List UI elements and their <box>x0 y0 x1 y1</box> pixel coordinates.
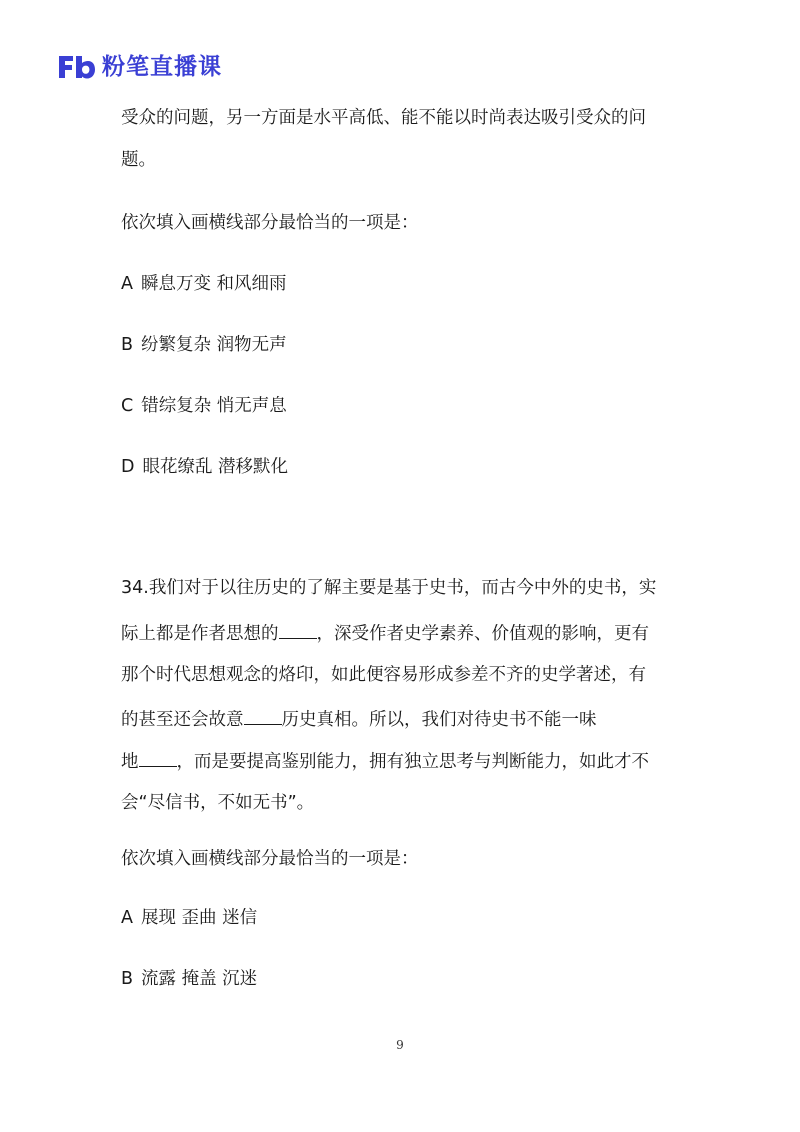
option-text: 眼花缭乱 潜移默化 <box>142 457 289 477</box>
option-a <box>121 272 287 296</box>
option-text: 展现 歪曲 迷信 <box>140 908 258 928</box>
text-segment: 际上都是作者思想的 <box>121 624 279 644</box>
option-letter: A <box>121 908 133 928</box>
fb-logo-icon <box>56 52 96 82</box>
text-segment: 历史真相。所以，我们对待史书不能一味 <box>281 710 597 730</box>
question-prompt: 依次填入画横线部分最恰当的一项是： <box>121 213 419 233</box>
option-d <box>121 455 288 479</box>
question-prompt: 依次填入画横线部分最恰当的一项是： <box>121 849 419 869</box>
fill-blank <box>244 706 282 725</box>
question-34-line: 会“尽信书，不如无书”。 <box>121 793 315 813</box>
option-a <box>121 906 257 930</box>
fill-blank <box>279 620 317 639</box>
question-34-line <box>121 706 597 732</box>
question-34-line <box>121 620 649 646</box>
brand-name: 粉笔直播课 <box>102 54 222 80</box>
option-c <box>121 394 287 418</box>
option-text: 瞬息万变 和风细雨 <box>140 274 287 294</box>
option-text: 错综复杂 悄无声息 <box>141 396 287 416</box>
option-text: 流露 掩盖 沉迷 <box>141 969 258 989</box>
question-34-line: 那个时代思想观念的烙印，如此便容易形成参差不齐的史学著述，有 <box>121 665 646 685</box>
text-segment: ，而是要提高鉴别能力，拥有独立思考与判断能力，如此才不 <box>176 752 649 772</box>
paragraph-line: 受众的问题，另一方面是水平高低、能不能以时尚表达吸引受众的问 <box>121 108 646 128</box>
text-segment: 地 <box>121 752 139 772</box>
paragraph-line: 题。 <box>121 150 156 170</box>
question-34-line <box>121 748 649 774</box>
option-b <box>121 967 257 991</box>
text-segment: 的甚至还会故意 <box>121 710 244 730</box>
option-letter: B <box>121 335 134 355</box>
text-segment: ，深受作者史学素养、价值观的影响，更有 <box>316 624 649 644</box>
option-letter: A <box>121 274 133 294</box>
option-b <box>121 333 287 357</box>
page-number: 9 <box>396 1038 404 1052</box>
header <box>56 50 222 84</box>
question-34-line: 34.我们对于以往历史的了解主要是基于史书，而古今中外的史书，实 <box>121 578 657 598</box>
option-letter: B <box>121 969 134 989</box>
option-letter: D <box>121 457 135 477</box>
option-text: 纷繁复杂 润物无声 <box>141 335 287 355</box>
option-letter: C <box>121 396 134 416</box>
fill-blank <box>139 748 177 767</box>
